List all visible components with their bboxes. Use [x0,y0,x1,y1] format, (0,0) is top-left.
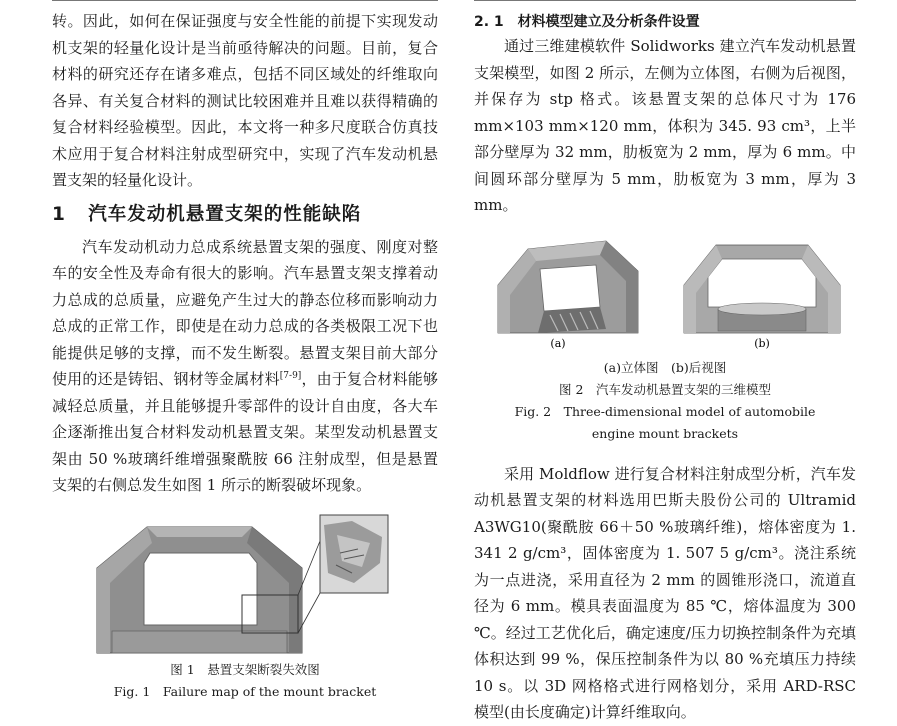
left-column [52,8,438,703]
model-paragraph: 通过三维建模软件 Solidworks 建立汽车发动机悬置支架模型，如图 2 所示，左侧为立体图，右侧为后视图，并保存为 stp 格式。该悬置支架的总体尺寸为 176 mm×103 mm×120 mm，体积为 345. 93 cm³，上半部分壁厚为 32 mm，肋板宽为 2 mm，厚为 6 mm。中间圆环部分壁厚为 5 mm，肋板宽为 3 mm，厚为 3 mm。 [474,37,856,214]
figure-2-caption-en-line2: engine mount brackets [591,425,739,441]
header-rule-right [474,0,856,1]
figure-2-image [474,233,856,351]
intro-paragraph: 转。因此，如何在保证强度与安全性能的前提下实现发动机支架的轻量化设计是当前亟待解决的问题。目前，复合材料的研究还存在诸多难点，包括不同区域处的纤维取向各异、有关复合材料的测试比较困难并且难以获得精确的复合材料经验模型。因此，本文将一种多尺度联合仿真技术应用于复合材料注射成型研究中，实现了汽车发动机悬置支架的轻量化设计。 [52,12,438,189]
figure-2-subcaption: (a)立体图 (b)后视图 [603,359,727,375]
figure-2a-isometric [498,241,638,333]
section-paragraph-part1: 汽车发动机动力总成系统悬置支架的强度、刚度对整车的安全性及寿命有很大的影响。汽车悬置支架支撑着动力总成的总质量，应避免产生过大的静态位移而影响动力总成的正常工作，即使是在动力总成的各类极限工况下也能提供足够的支撑，而不发生断裂。悬置支架目前大部分使用的还是铸铝、钢材等金属材料 [52,237,438,388]
moldflow-paragraph: 采用 Moldflow 进行复合材料注射成型分析，汽车发动机悬置支架的材料选用巴斯夫股份公司的 Ultramid A3WG10(聚酰胺 66＋50 %玻璃纤维)，熔体密度为 1. 341 2 g/cm³，固体密度为 1. 507 5 g/cm³。浇注系统为一点进浇，采用直径为 2 mm 的圆锥形浇口，流道直径为 6 mm。模具表面温度为 85 ℃，熔体温度为 300 ℃。经过工艺优化后，确定速度/压力切换控制条件为充填体积达到 99 %，保压控制条件为以 80 %充填压力持续 10 s。以 3D 网格格式进行网格划分，采用 ARD-RSC 模型(由长度确定)计算纤维取向。 [474,464,856,721]
figure-1 [52,513,438,657]
figure-2-caption-cn: 图 2 汽车发动机悬置支架的三维模型 [559,381,771,397]
figure-1-caption-cn: 图 1 悬置支架断裂失效图 [170,661,320,677]
header-rule-left [52,0,438,1]
bracket-top-face [147,527,252,537]
section-paragraph [52,234,438,499]
section-heading [52,198,438,232]
figure-2b-rear-view [684,245,840,333]
section-paragraph-part2: ，由于复合材料能够减轻总质量，并且能够提升零部件的设计自由度，各大车企逐渐推出复合材料发动机悬置支架。某型发动机悬置支架由 50 %玻璃纤维增强聚酰胺 66 注射成型，但是悬置支架的右侧总发生如图 1 所示的断裂破坏现象。 [52,370,438,494]
figure-2 [474,233,856,351]
subsection-heading: 2. 1 材料模型建立及分析条件设置 [474,14,700,30]
section-title: 汽车发动机悬置支架的性能缺陷 [88,203,362,225]
citation-ref: [7-9] [279,371,302,381]
figure-2b-label: (b) [754,336,770,350]
section-number: 1 [52,203,66,225]
figure-2-caption-en-line1: Fig. 2 Three-dimensional model of automobile [514,403,816,419]
right-column [474,5,856,726]
bracket-window [144,553,257,625]
figure-2a-label: (a) [550,336,566,350]
figure-1-caption-en: Fig. 1 Failure map of the mount bracket [113,683,377,699]
bracket-base [112,631,287,653]
figure-1-image [52,513,438,657]
